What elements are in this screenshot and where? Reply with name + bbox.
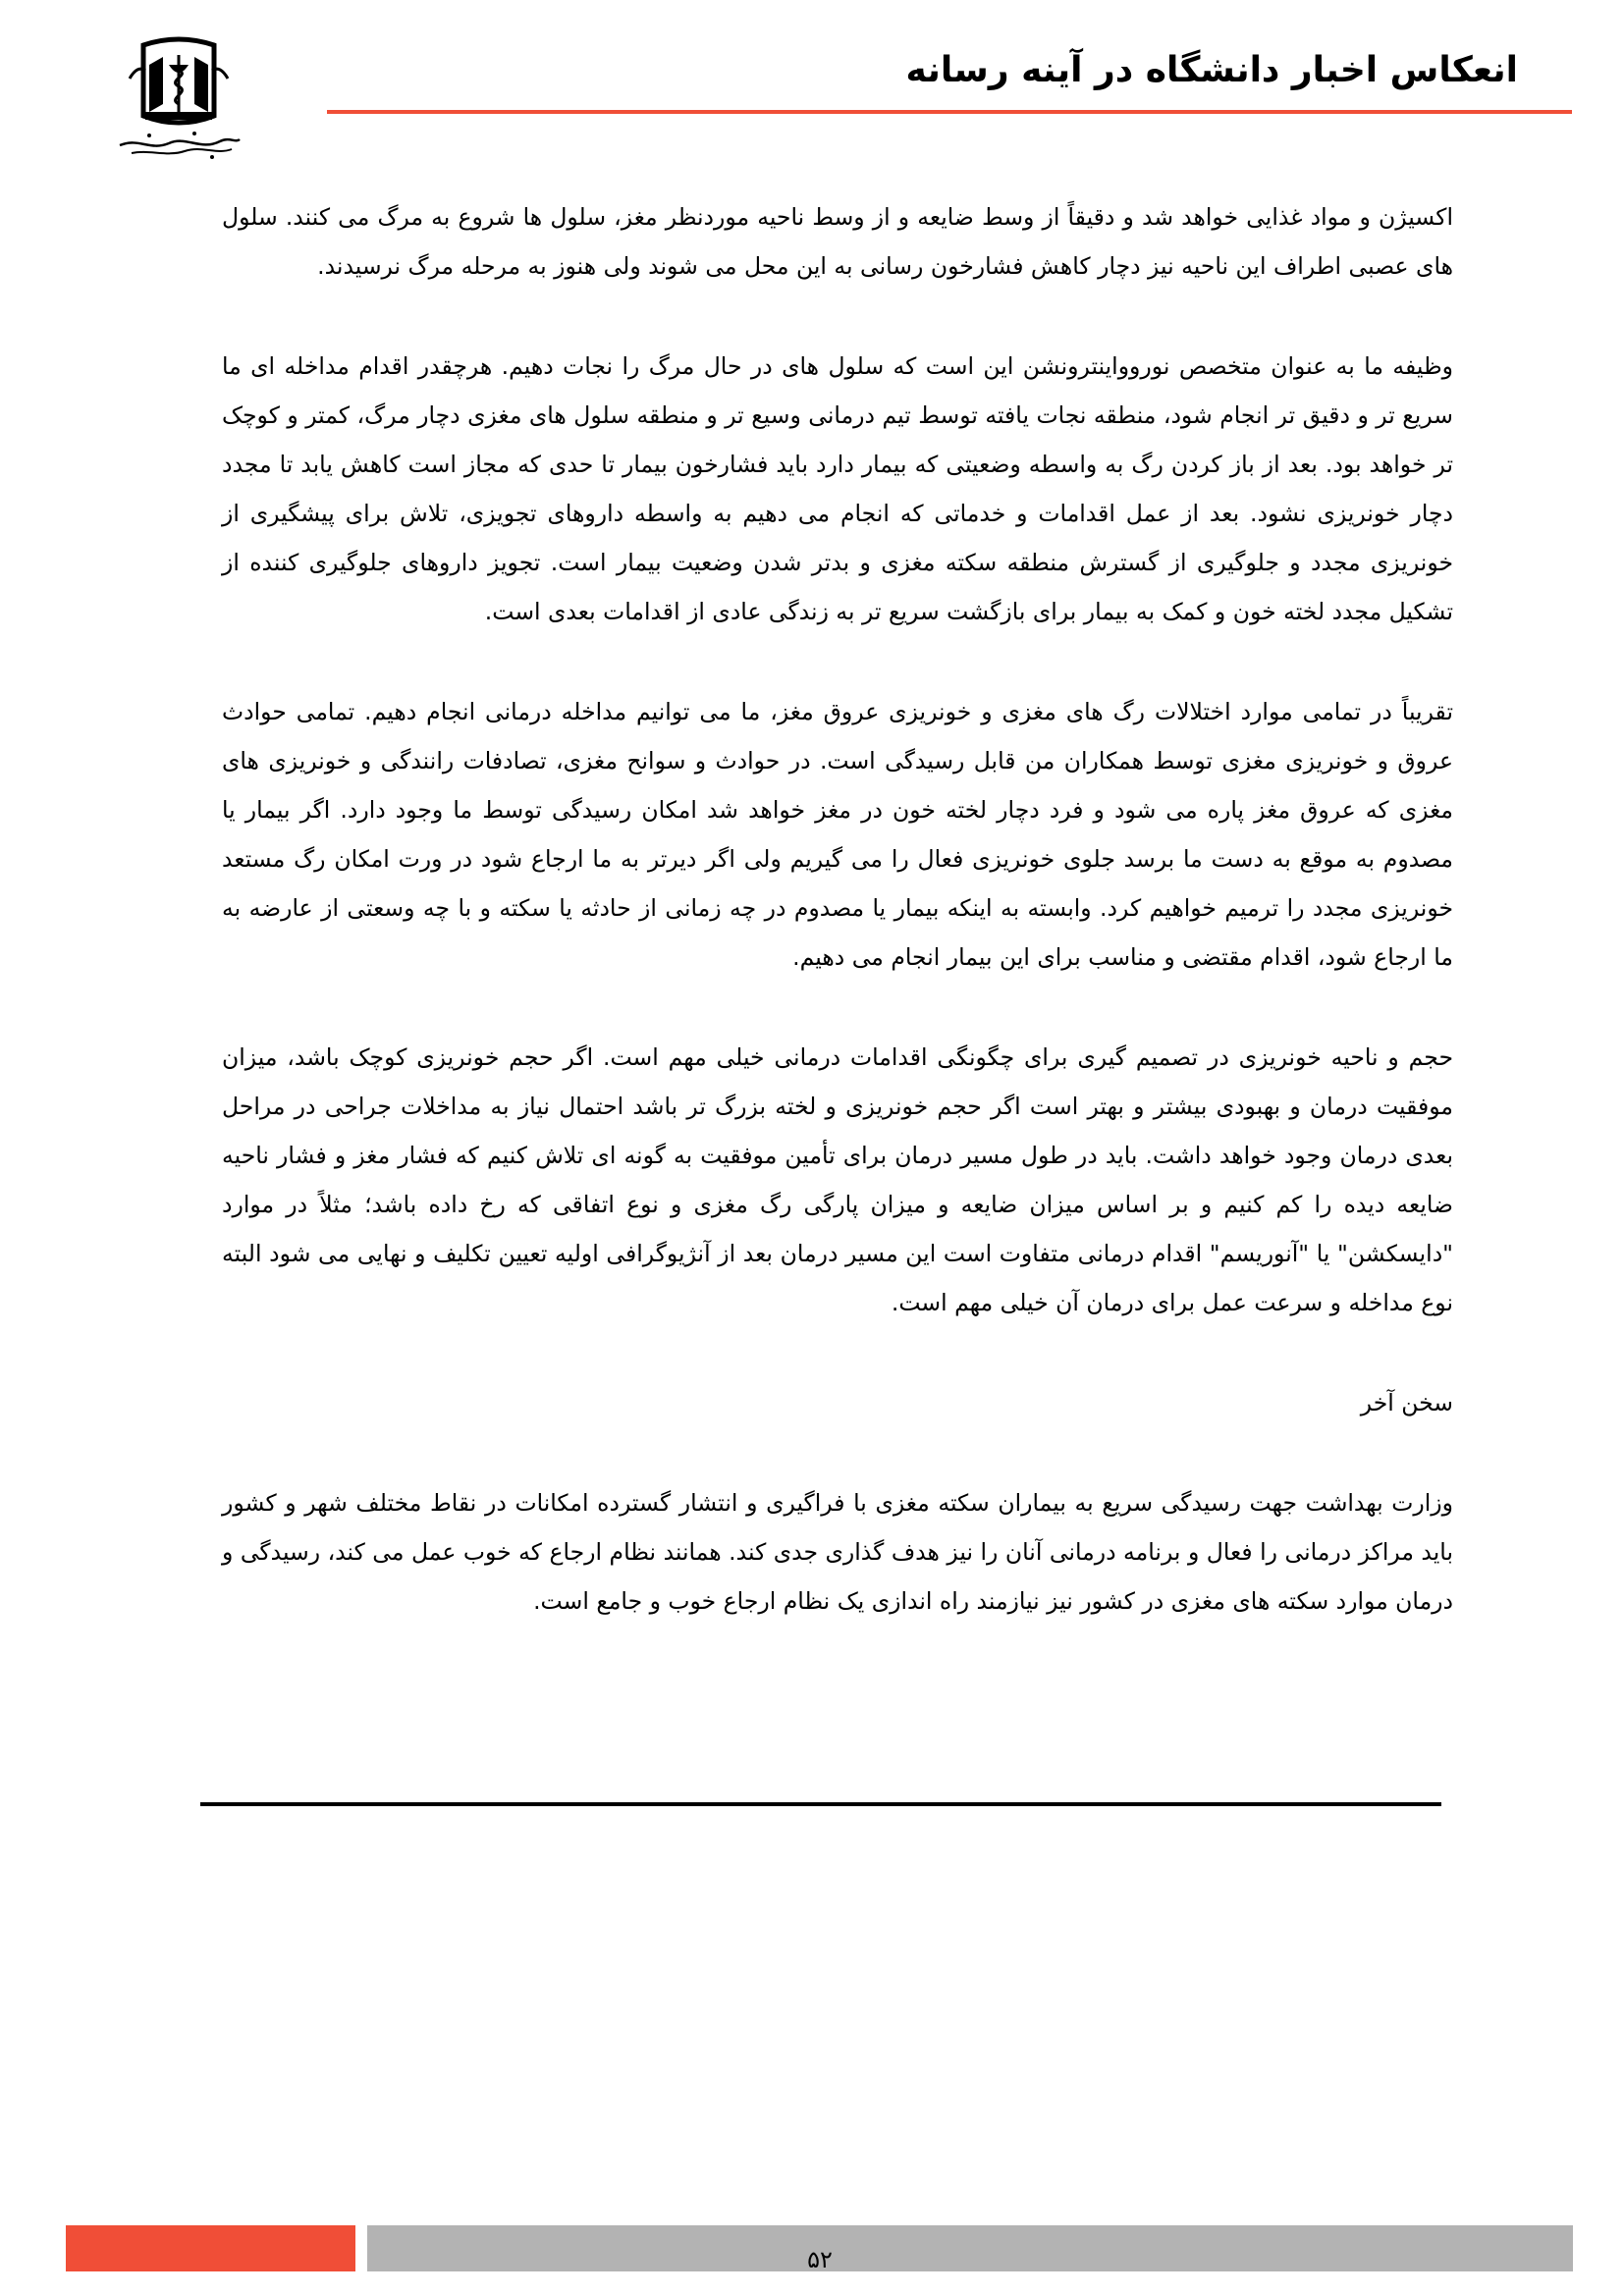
- article-end-divider: [200, 1802, 1441, 1806]
- page-number: ۵۲: [807, 2246, 833, 2273]
- article-paragraph: تقریباً در تمامی موارد اختلالات رگ های مغزی و خونریزی عروق مغز، ما می توانیم مداخله درمانی انجام دهیم. تمامی حوادث عروق و خونریزی مغزی توسط همکاران من قابل رسیدگی است. در حوادث و سوانح مغزی، تصادفات رانندگی و خونریزی های مغزی که عروق مغز پاره می شود و فرد دچار لخته خون در مغز خواهد شد امکان رسیدگی توسط ما وجود دارد. اگر بیمار یا مصدوم به موقع به دست ما برسد جلوی خونریزی فعال را می گیریم ولی اگر دیرتر به ما ارجاع شود در ورت امکان رگ مستعد خونریزی مجدد را ترمیم خواهیم کرد. وابسته به اینکه بیمار یا مصدوم در چه زمانی از حادثه یا سکته و با چه وسعتی از عارضه به ما ارجاع شود، اقدام مقتضی و مناسب برای این بیمار انجام می دهیم.: [222, 698, 1453, 971]
- article-paragraph: اکسیژن و مواد غذایی خواهد شد و دقیقاً از وسط ضایعه و از وسط ناحیه موردنظر مغز، سلول ها شروع به مرگ می کنند. سلول های عصبی اطراف این ناحیه نیز دچار کاهش فشارخون رسانی به این محل می شوند ولی هنوز به مرحله مرگ نرسیدند.: [222, 203, 1453, 280]
- university-logo-icon: [110, 35, 247, 171]
- article-body: [222, 192, 1453, 1677]
- article-paragraph: حجم و ناحیه خونریزی در تصمیم گیری برای چگونگی اقدامات درمانی خیلی مهم است. اگر حجم خونریزی کوچک باشد، میزان موفقیت درمان و بهبودی بیشتر و بهتر است اگر حجم خونریزی و لخته بزرگ تر باشد احتمال نیاز به مداخلات جراحی در مراحل بعدی درمان وجود خواهد داشت. باید در طول مسیر درمان برای تأمین موفقیت به گونه ای تلاش کنیم که فشار مغز و فشار ناحیه ضایعه دیده را کم کنیم و بر اساس میزان ضایعه و میزان پارگی رگ مغزی و نوع اتفاقی که رخ داده باشد؛ مثلاً در موارد "دایسکشن" یا "آنوریسم" اقدام درمانی متفاوت است این مسیر درمان بعد از آنژیوگرافی اولیه تعیین تکلیف و نهایی می شود البته نوع مداخله و سرعت عمل برای درمان آن خیلی مهم است.: [222, 1043, 1453, 1316]
- section-heading: سخن آخر: [1360, 1389, 1453, 1416]
- footer-gray-bar: [367, 2225, 1573, 2271]
- footer-accent-bar: [66, 2225, 355, 2271]
- page-header-title: انعکاس اخبار دانشگاه در آینه رسانه: [905, 50, 1518, 90]
- article-paragraph-final: وزارت بهداشت جهت رسیدگی سریع به بیماران سکته مغزی با فراگیری و انتشار گسترده امکانات در نقاط مختلف شهر و کشور باید مراکز درمانی را فعال و برنامه درمانی آنان را نیز هدف گذاری جدی کند. همانند نظام ارجاع که خوب عمل می کند، رسیدگی و درمان موارد سکته های مغزی در کشور نیز نیازمند راه اندازی یک نظام ارجاع خوب و جامع است.: [222, 1489, 1453, 1615]
- article-paragraph: وظیفه ما به عنوان متخصص نوروواینترونشن این است که سلول های در حال مرگ را نجات دهیم. هرچقدر اقدام مداخله ای ما سریع تر و دقیق تر انجام شود، منطقه نجات یافته توسط تیم درمانی وسیع تر و منطقه سلول های مغزی دچار مرگ، کمتر و کوچک تر خواهد بود. بعد از باز کردن رگ به واسطه وضعیتی که بیمار دارد باید فشارخون بیمار تا حدی که مجاز است کاهش یابد تا مجدد دچار خونریزی نشود. بعد از عمل اقدامات و خدماتی که انجام می دهیم به واسطه داروهای تجویزی، تلاش برای پیشگیری از خونریزی مجدد و جلوگیری از گسترش منطقه سکته مغزی و بدتر شدن وضعیت بیمار است. تجویز داروهای جلوگیری کننده از تشکیل مجدد لخته خون و کمک به بیمار برای بازگشت سریع تر به زندگی عادی از اقدامات بعدی است.: [222, 352, 1453, 625]
- header-accent-rule: [327, 110, 1572, 114]
